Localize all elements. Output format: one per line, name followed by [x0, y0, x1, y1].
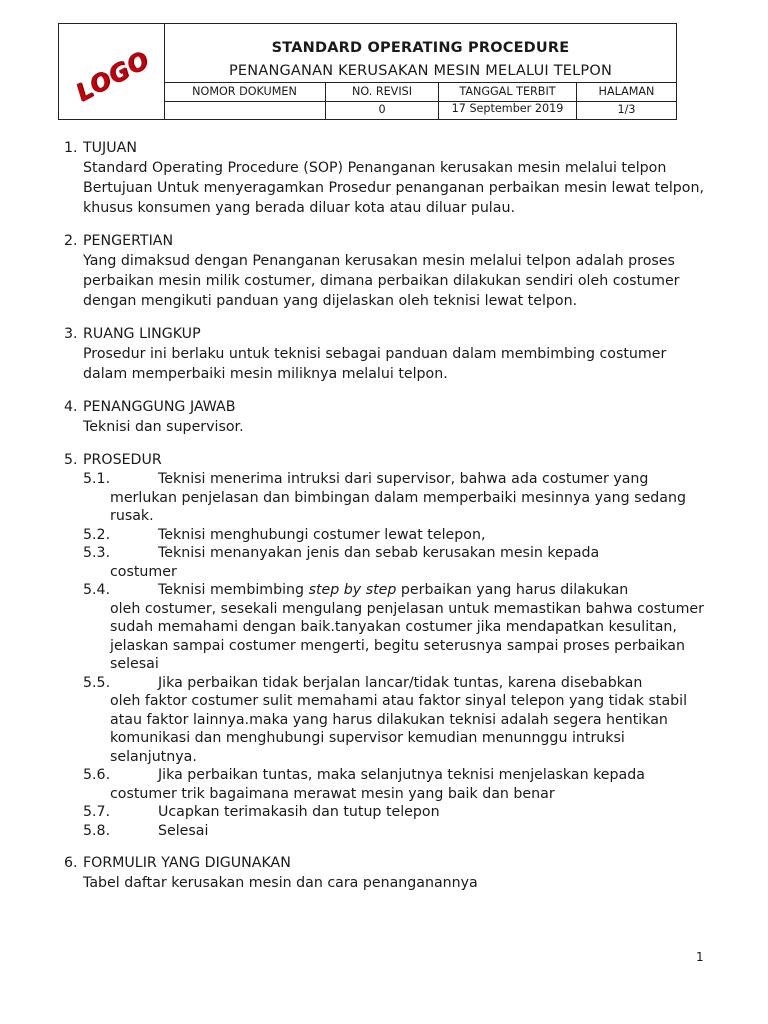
- step-text-first-line: [110, 581, 714, 600]
- step-text-emphasis: step by step: [308, 582, 397, 598]
- document-info-table: [164, 82, 676, 119]
- step-text-continued: oleh faktor costumer sulit memahami atau faktor sinyal telepon yang tidak stabil atau faktor lainnya.maka yang harus dilakukan teknisi adalah segera hentikan komunikasi dan menghubungi supervisor kemudian menunnggu intruksi selanjutnya.: [110, 693, 688, 765]
- info-header-row: [164, 82, 676, 102]
- page-number: 1: [696, 950, 704, 964]
- value-nomor-dokumen: [164, 101, 325, 119]
- procedure-step: [83, 822, 714, 841]
- section-title: FORMULIR YANG DIGUNAKAN: [83, 855, 291, 871]
- step-number: 5.4.: [83, 582, 111, 598]
- document-title: STANDARD OPERATING PROCEDURE: [271, 40, 570, 56]
- section-number: 2.: [64, 233, 78, 249]
- procedure-step: [83, 674, 714, 767]
- step-text-first-line: Selesai: [158, 822, 209, 839]
- column-no-revisi: NO. REVISI: [325, 83, 438, 101]
- section-formulir: [64, 853, 714, 893]
- step-text-first-line: Teknisi menghubungi costumer lewat telepon,: [158, 526, 486, 543]
- procedure-step: [83, 803, 714, 822]
- company-logo: LOGO: [71, 45, 154, 107]
- section-title: PENANGGUNG JAWAB: [83, 399, 236, 415]
- step-text-continued: merlukan penjelasan dan bimbingan dalam memperbaiki mesinnya yang sedang rusak.: [110, 489, 686, 524]
- step-number: 5.5.: [83, 674, 111, 691]
- procedure-step: [83, 544, 714, 581]
- step-text-first-line: Teknisi menanyakan jenis dan sebab kerusakan mesin kepada: [158, 545, 600, 561]
- step-number: 5.2.: [83, 526, 111, 543]
- section-penanggung-jawab: [64, 397, 714, 437]
- step-number: 5.6.: [83, 767, 111, 783]
- section-heading: [64, 853, 714, 873]
- step-text-first-line: Jika perbaikan tidak berjalan lancar/tidak tuntas, karena disebabkan: [158, 674, 643, 691]
- section-tujuan: [64, 138, 714, 218]
- step-number: 5.3.: [83, 545, 111, 561]
- section-heading: [64, 397, 714, 417]
- value-no-revisi: 0: [325, 101, 438, 119]
- step-number: 5.8.: [83, 822, 111, 839]
- info-value-row: [164, 101, 676, 119]
- column-nomor-dokumen: NOMOR DOKUMEN: [192, 85, 297, 98]
- procedure-step: [83, 526, 714, 545]
- step-text-first-line: Jika perbaikan tuntas, maka selanjutnya teknisi menjelaskan kepada: [158, 767, 645, 783]
- procedure-step: [83, 581, 714, 674]
- step-text-part: perbaikan yang harus dilakukan: [396, 582, 629, 598]
- document-header: [58, 23, 677, 120]
- value-tanggal-terbit: 17 September 2019: [438, 101, 576, 119]
- section-title: PENGERTIAN: [83, 233, 174, 249]
- procedure-steps: [64, 470, 714, 840]
- section-pengertian: [64, 231, 714, 311]
- section-number: 3.: [64, 326, 78, 342]
- section-text: Prosedur ini berlaku untuk teknisi sebagai panduan dalam membimbing costumer dalam memperbaiki mesin miliknya melalui telpon.: [83, 346, 667, 382]
- section-text: Teknisi dan supervisor.: [83, 419, 244, 435]
- section-heading: [64, 231, 714, 251]
- section-prosedur: [64, 450, 714, 840]
- step-number: 5.7.: [83, 804, 111, 820]
- value-halaman: 1/3: [576, 101, 676, 119]
- document-subtitle: PENANGANAN KERUSAKAN MESIN MELALUI TELPON: [228, 63, 613, 79]
- section-title: PROSEDUR: [83, 452, 162, 468]
- procedure-step: [83, 766, 714, 803]
- step-text-part: Teknisi membimbing: [158, 582, 309, 598]
- section-heading: [64, 324, 714, 344]
- section-number: 1.: [64, 140, 78, 156]
- section-number: 5.: [64, 452, 78, 468]
- logo-cell: [59, 24, 165, 119]
- section-title: TUJUAN: [83, 140, 137, 156]
- step-text-continued: oleh costumer, sesekali mengulang penjelasan untuk memastikan bahwa costumer sudah memahami dengan baik.tanyakan costumer jika mendapatkan kesulitan, jelaskan sampai costumer mengerti, begitu seterusnya sampai proses perbaikan selesai: [110, 600, 704, 672]
- column-tanggal-terbit: TANGGAL TERBIT: [438, 83, 576, 101]
- section-number: 6.: [64, 855, 78, 871]
- section-title: RUANG LINGKUP: [83, 326, 201, 342]
- document-body: [64, 138, 714, 906]
- section-ruang-lingkup: [64, 324, 714, 384]
- section-text: Standard Operating Procedure (SOP) Penanganan kerusakan mesin melalui telpon Bertujuan Untuk menyeragamkan Prosedur penanganan perbaikan mesin lewat telpon, khusus konsumen yang berada diluar kota atau diluar pulau.: [83, 160, 704, 216]
- section-heading: [64, 450, 714, 470]
- column-halaman: HALAMAN: [576, 83, 676, 101]
- step-text-continued: costumer: [110, 563, 177, 580]
- section-number: 4.: [64, 399, 78, 415]
- section-text: Yang dimaksud dengan Penanganan kerusakan mesin melalui telpon adalah proses perbaikan mesin milik costumer, dimana perbaikan dilakukan sendiri oleh costumer dengan mengikuti panduan yang dijelaskan oleh teknisi lewat telpon.: [83, 253, 680, 309]
- step-text-first-line: Teknisi menerima intruksi dari supervisor, bahwa ada costumer yang: [158, 471, 649, 487]
- procedure-step: [83, 470, 714, 526]
- step-number: 5.1.: [83, 471, 111, 487]
- step-text-continued: costumer trik bagaimana merawat mesin yang baik dan benar: [110, 785, 555, 802]
- section-text: Tabel daftar kerusakan mesin dan cara penanganannya: [83, 875, 478, 891]
- step-text-first-line: Ucapkan terimakasih dan tutup telepon: [158, 804, 440, 820]
- section-heading: [64, 138, 714, 158]
